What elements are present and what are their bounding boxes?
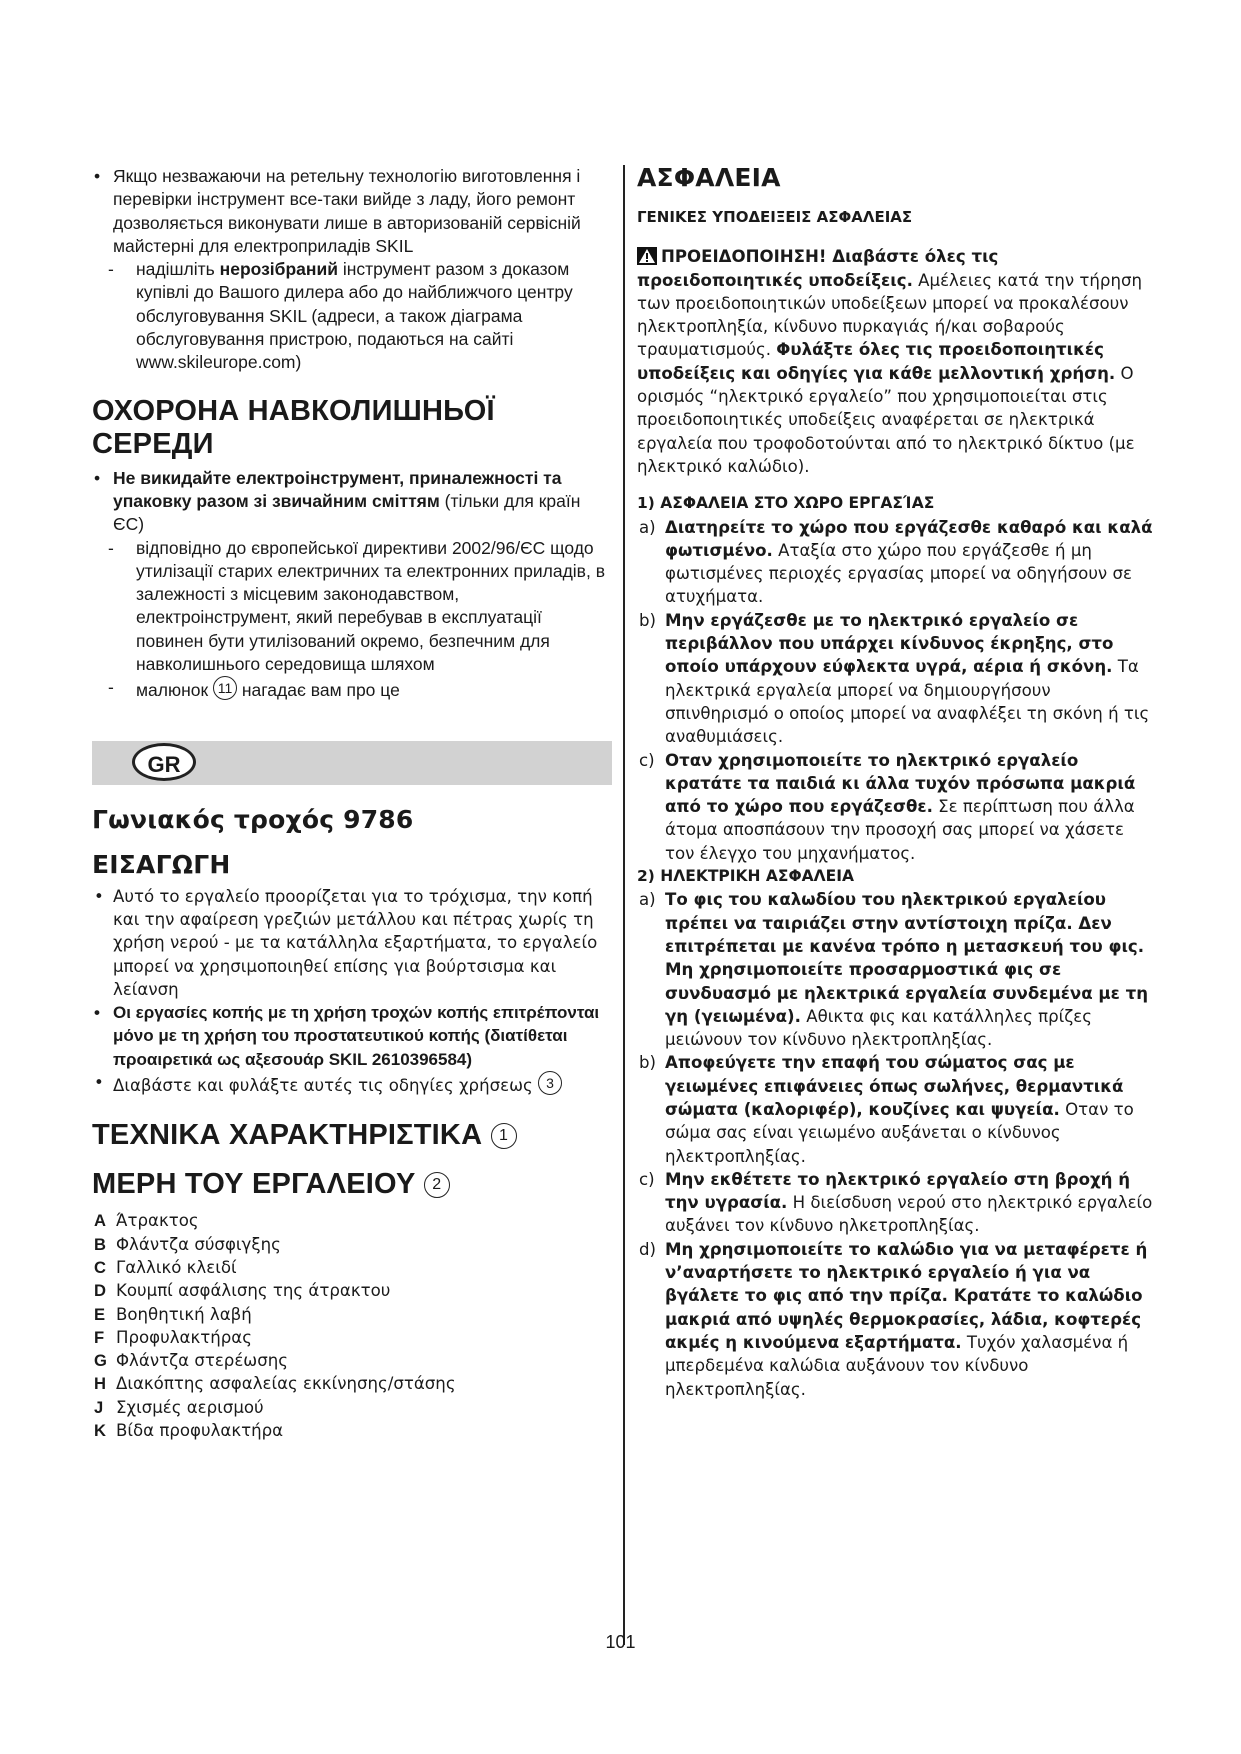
env-dash-figure: - малюнок 11 нагадає вам про це	[108, 677, 400, 701]
work-area-item: a) Διατηρείτε το χώρο που εργάζεσθε καθαρό και καλά φωτισμένο. Αταξία στο χώρο που εργάζεσθε ή μη φωτισμένες περιοχές εργασίας μπορεί να οδηγήσουν σε ατυχήματα.	[639, 517, 1153, 607]
parts-list-item: C Γαλλικό κλειδί	[94, 1257, 237, 1277]
parts-list-item: J Σχισμές αερισμού	[94, 1397, 264, 1417]
language-bar	[92, 741, 612, 785]
intro-bullet-read: • Διαβάστε και φυλάξτε αυτές τις οδηγίες χρήσεως 3	[92, 1071, 612, 1097]
language-badge: GR	[132, 743, 196, 781]
work-area-item: c) Οταν χρησιμοποιείτε το ηλεκτρικό εργαλείο κρατάτε τα παιδιά κι άλλα τυχόν πρόσωπα μακριά από το χώρο που εργάζεσθε. Σε περίπτωση που άλλα άτομα αποσπάσουν την προσοχή σας μπορεί να χάσετε τον έλεγχο του μηχανήματος.	[639, 750, 1136, 863]
repair-bullet: • Якщо незважаючи на ретельну технологію виготовлення і перевірки інструмент все-таки вийде з ладу, його ремонт дозволяється виконувати лише в авторизованій сервісній майстерні для електроприладів SKIL	[92, 165, 612, 258]
page-number: 101	[605, 1632, 636, 1652]
left-column	[92, 165, 612, 1442]
general-safety-subheading: ΓΕΝΙΚΕΣ ΥΠΟΔΕΙΞΕΙΣ ΑΣΦΑΛΕΙΑΣ	[637, 208, 913, 226]
work-area-item: b) Μην εργάζεσθε με το ηλεκτρικό εργαλείο σε περιβάλλον που υπάρχει κίνδυνος έκρηξης, στο οποίο υπάρχουν εύφλεκτα υγρά, αέρια ή σκόνη. Τα ηλεκτρικά εργαλεία μπορεί να δημιουργήσουν σπινθηρισμό ο οποίος μπορεί να αναφλέξει τη σκόνη ή τις αναθυμιάσεις.	[639, 610, 1150, 747]
right-column	[637, 165, 1157, 1401]
tech-heading: ΤΕΧΝΙΚΑ ΧΑΡΑΚΤΗΡΙΣΤΙΚΑ 1	[92, 1119, 612, 1152]
electrical-item: a) Το φις του καλωδίου του ηλεκτρικού εργαλείου πρέπει να ταιριάζει στην αντίστοιχη πρίζα. Δεν επιτρέπεται με κανένα τρόπο η μετασκευή του φις. Μη χρησιμοποιείτε προσαρμοστικά φις σε συνδυασμό με ηλεκτρικά εργαλεία συνδεμένα με τη γη (γειωμένα). Αθικτα φις και κατάλληλες πρίζες μειώνουν τον κίνδυνο ηλεκτροπληξίας.	[639, 890, 1149, 1050]
electrical-item: b) Αποφεύγετε την επαφή του σώματος σας με γειωμένες επιφάνειες όπως σωλήνες, θερμαντικά σώματα (καλοριφέρ), κουζίνες και ψυγεία. Οταν το σώμα σας είναι γειωμένο αυξάνεται ο κίνδυνος ηλεκτροπληξίας.	[639, 1053, 1134, 1166]
intro-bullet-cutting: • Οι εργασίες κοπής με τη χρήση τροχών κοπής επιτρέπονται μόνο με τη χρήση του προστατευτικού κοπής (διατίθεται προαιρετικά ως αξεσουάρ SKIL 2610396584)	[92, 1001, 612, 1071]
parts-heading: ΜΕΡΗ ΤΟΥ ΕΡΓΑΛΕΙΟΥ 2	[92, 1168, 612, 1201]
intro-heading: ΕΙΣΑΓΩΓΗ	[92, 849, 231, 879]
parts-list-item: G Φλάντζα στερέωσης	[94, 1351, 288, 1371]
general-warning: ΠΡΟΕΙΔΟΠΟΙΗΣΗ! Διαβάστε όλες τις προειδοποιητικές υποδείξεις. Αμέλειες κατά την τήρηση των προειδοποιητικών υποδείξεων μπορεί να προκαλέσουν ηλεκτροπληξία, κίνδυνο πυρκαγιάς ή/και σοβαρούς τραυματισμούς. Φυλάξτε όλες τις προειδοποιητικές υποδείξεις και οδηγίες για κάθε μελλοντική χρήση. Ο ορισμός “ηλεκτρικό εργαλείο” που χρησιμοποιείται στις προειδοποιητικές υποδείξεις αναφέρεται σε ηλεκτρικά εργαλεία που τροφοδοτούνται από το ηλεκτρικό δίκτυο (με ηλεκτρικό καλώδιο).	[637, 247, 1142, 476]
safety-heading: ΑΣΦΑΛΕΙΑ	[637, 163, 781, 192]
parts-list-item: B Φλάντζα σύσφιγξης	[94, 1234, 281, 1254]
env-heading: ОХОРОНА НАВКОЛИШНЬОЇ СЕРЕДИ	[92, 394, 495, 460]
product-title: Γωνιακός τροχός 9786	[92, 804, 414, 834]
parts-list-item: E Βοηθητική λαβή	[94, 1304, 252, 1324]
parts-list-item: D Κουμπί ασφάλισης της άτρακτου	[94, 1281, 391, 1301]
figure-11-marker: 11	[213, 676, 237, 700]
env-bullet: • Не викидайте електроінструмент, приналежності та упаковку разом зі звичайним сміттям (тільки для країн ЄС)	[92, 467, 612, 537]
parts-list	[92, 1209, 612, 1442]
work-area-safety-heading: 1) ΑΣΦΑΛΕΙΑ ΣΤΟ ΧΩΡΟ ΕΡΓΑΣΊΑΣ	[637, 494, 935, 513]
figure-1-marker: 1	[491, 1123, 517, 1149]
parts-list-item: H Διακόπτης ασφαλείας εκκίνησης/στάσης	[94, 1374, 456, 1394]
electrical-item: c) Μην εκθέτετε το ηλεκτρικό εργαλείο στη βροχή ή την υγρασία. Η διείσδυση νερού στο ηλεκτρικό εργαλείο αυξάνει τον κίνδυνο ηλκετροπληξίας.	[639, 1169, 1153, 1236]
figure-2-marker: 2	[424, 1172, 450, 1198]
warning-icon	[637, 247, 657, 265]
repair-dash-item: - надішліть нерозібраний інструмент разом з доказом купівлі до Вашого дилера або до найближчого центру обслуговування SKIL (адреси, а також діаграма обслуговування пристрою, подаються на сайті www.skileurope.com)	[108, 259, 573, 373]
intro-bullet-purpose: • Αυτό το εργαλείο προορίζεται για το τρόχισμα, την κοπή και την αφαίρεση γρεζιών μετάλλου και πέτρας χωρίς τη χρήση νερού - με τα κατάλληλα εξαρτήματα, το εργαλείο μπορεί να χρησιμοποιηθεί επίσης για βούρτσισμα και λείανση	[92, 885, 612, 1001]
electrical-item: d) Μη χρησιμοποιείτε το καλώδιο για να μεταφέρετε ή ν’αναρτήσετε το ηλεκτρικό εργαλείο ή για να βγάλετε το φις από την πρίζα. Κρατάτε το καλώδιο μακριά από υψηλές θερμοκρασίες, λάδια, κοφτερές ακμές η κινούμενα εξαρτήματα. Τυχόν χαλασμένα ή μπερδεμένα καλώδια αυξάνουν τον κίνδυνο ηλεκτροπληξίας.	[639, 1239, 1148, 1399]
column-divider	[623, 165, 625, 1645]
parts-list-item: A Άτρακτος	[94, 1211, 199, 1231]
figure-3-marker: 3	[538, 1071, 562, 1095]
parts-list-item: F Προφυλακτήρας	[94, 1327, 252, 1347]
electrical-safety-heading: 2) ΗΛΕΚΤΡΙΚΗ ΑΣΦΑΛΕΙΑ	[637, 867, 855, 886]
parts-list-item: K Βίδα προφυλακτήρα	[94, 1420, 284, 1440]
env-dash-directive: - відповідно до європейської директиви 2002/96/ЄС щодо утилізації старих електричних та електронних приладів, в залежності з місцевим законодавством, електроінструмент, який перебував в експлуатації повинен бути утилізований окремо, безпечним для навколишнього середовища шляхом	[108, 537, 605, 675]
